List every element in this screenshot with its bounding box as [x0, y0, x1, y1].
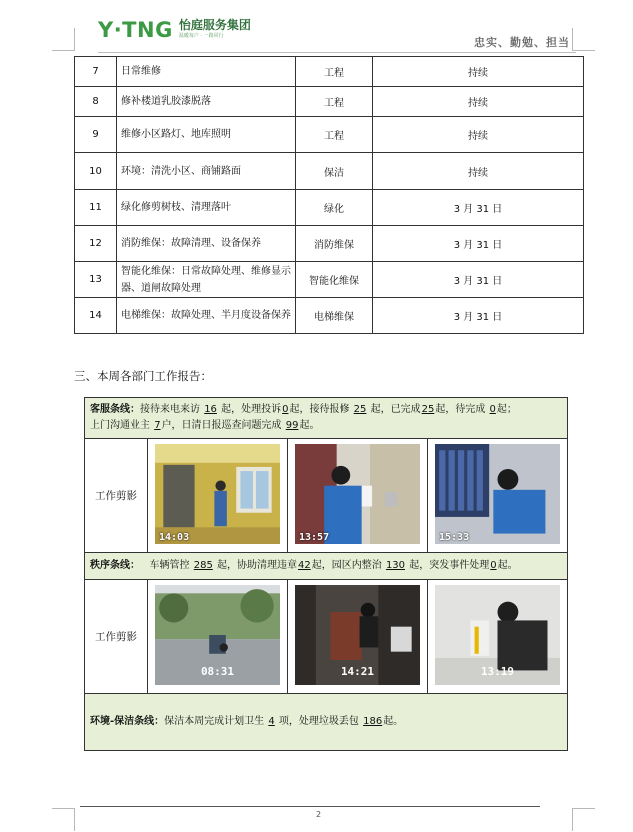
cleaning-summary: 环境-保洁条线：保洁本周完成计划卫生 4 项，处理垃圾丢包 186起。 — [85, 694, 568, 751]
visits-count: 16 — [204, 404, 217, 415]
table-row — [75, 226, 584, 262]
task-department: 智能化维保 — [296, 262, 373, 298]
photo-cell — [428, 439, 568, 553]
photo-timestamp: 14:21 — [340, 665, 375, 678]
task-number: 9 — [75, 117, 117, 153]
task-item: 修补楼道乳胶漆脱落 — [117, 87, 296, 117]
task-number: 8 — [75, 87, 117, 117]
task-number: 7 — [75, 57, 117, 87]
cleaning-label: 环境-保洁条线： — [90, 716, 165, 727]
page-number: 2 — [316, 810, 322, 819]
task-department: 工程 — [296, 57, 373, 87]
photo-timestamp: 13:19 — [480, 665, 515, 678]
table-row — [75, 298, 584, 334]
photo-cell — [428, 580, 568, 694]
task-item: 智能化维保：日常故障处理、维修显示器、道闸故障处理 — [117, 262, 296, 298]
task-item: 环境：清洗小区、商铺路面 — [117, 153, 296, 190]
task-deadline: 持续 — [373, 117, 584, 153]
photo-wall-inspection — [155, 444, 280, 547]
task-department: 电梯维保 — [296, 298, 373, 334]
task-department: 保洁 — [296, 153, 373, 190]
logo-mark: Y·TNG — [98, 18, 173, 42]
company-logo — [98, 18, 251, 42]
customer-service-summary: 客服条线：接待来电来访 16 起，处理投诉0起，接待报修 25 起，已完成25起，待完成 0起； 上门沟通业主 7户，日清日报巡查问题完成 99起。 — [85, 398, 568, 439]
task-deadline: 持续 — [373, 87, 584, 117]
task-number: 14 — [75, 298, 117, 334]
photo-cell — [288, 580, 428, 694]
task-item: 日常维修 — [117, 57, 296, 87]
order-row — [85, 553, 568, 580]
customer-service-photo-row — [85, 439, 568, 553]
task-item: 绿化修剪树枝、清理落叶 — [117, 190, 296, 226]
photo-facility-repair — [435, 585, 560, 688]
task-department: 工程 — [296, 117, 373, 153]
corner-mark-top-left — [52, 28, 75, 51]
task-deadline: 3 月 31 日 — [373, 190, 584, 226]
header-slogan: 忠实、勤勉、担当 — [474, 36, 570, 49]
photo-posting-notice — [295, 444, 420, 547]
completed-count: 25 — [421, 404, 435, 415]
table-row — [75, 87, 584, 117]
table-row — [75, 153, 584, 190]
task-item: 消防维保：故障清理、设备保养 — [117, 226, 296, 262]
photo-label: 工作剪影 — [85, 439, 148, 553]
emergencies-count: 0 — [490, 560, 497, 571]
order-photo-row — [85, 580, 568, 694]
photo-garden-patrol — [155, 585, 280, 688]
photo-timestamp: 08:31 — [200, 665, 235, 678]
task-deadline: 持续 — [373, 57, 584, 87]
task-number: 13 — [75, 262, 117, 298]
photo-archive-filing — [435, 444, 560, 547]
task-item: 电梯维保：故障处理、半月度设备保养 — [117, 298, 296, 334]
photo-timestamp: 13:57 — [299, 532, 330, 543]
order-label: 秩序条线： — [90, 560, 140, 571]
garbage-bags-count: 186 — [363, 716, 383, 727]
cleaning-row — [85, 694, 568, 751]
page-header — [98, 18, 578, 52]
repairs-count: 25 — [353, 404, 367, 415]
logo-tagline: 温暖每户 · 一路同行 — [178, 33, 224, 39]
section-title: 三、本周各部门工作报告： — [74, 369, 212, 383]
photo-cell — [148, 439, 288, 553]
table-row — [75, 117, 584, 153]
corner-mark-bottom-right — [572, 808, 595, 831]
photo-label: 工作剪影 — [85, 580, 148, 694]
photo-cell — [288, 439, 428, 553]
vehicles-count: 285 — [193, 560, 213, 571]
logo-company-name: 怡庭服务集团 — [178, 18, 251, 32]
task-number: 12 — [75, 226, 117, 262]
task-department: 消防维保 — [296, 226, 373, 262]
cleaning-tasks-count: 4 — [268, 716, 275, 727]
corner-mark-bottom-left — [52, 808, 75, 831]
owners-count: 7 — [154, 420, 161, 431]
header-divider — [98, 52, 576, 53]
complaints-count: 0 — [282, 404, 289, 415]
task-table — [74, 56, 584, 334]
table-row — [75, 262, 584, 298]
table-row — [75, 57, 584, 87]
customer-service-label: 客服条线： — [90, 404, 140, 415]
photo-image — [435, 444, 560, 544]
task-number: 10 — [75, 153, 117, 190]
table-row — [75, 190, 584, 226]
photo-timestamp: 14:03 — [159, 532, 190, 543]
task-department: 绿化 — [296, 190, 373, 226]
photo-stairwell-clearing — [295, 585, 420, 688]
customer-service-row — [85, 398, 568, 439]
task-deadline: 3 月 31 日 — [373, 226, 584, 262]
task-department: 工程 — [296, 87, 373, 117]
task-deadline: 3 月 31 日 — [373, 298, 584, 334]
violations-count: 42 — [298, 560, 311, 571]
photo-image — [295, 444, 420, 544]
task-number: 11 — [75, 190, 117, 226]
order-summary: 秩序条线： 车辆管控 285 起，协助清理违章42起，园区内整治 130 起，突发事件处理0起。 — [85, 553, 568, 580]
pending-count: 0 — [489, 404, 496, 415]
photo-cell — [148, 580, 288, 694]
task-deadline: 3 月 31 日 — [373, 262, 584, 298]
task-item: 维修小区路灯、地库照明 — [117, 117, 296, 153]
footer-divider — [80, 806, 540, 807]
photo-image — [155, 444, 280, 544]
photo-timestamp: 15:33 — [439, 532, 470, 543]
department-report-table — [84, 397, 568, 751]
issues-count: 99 — [285, 420, 299, 431]
rectified-count: 130 — [385, 560, 406, 571]
task-deadline: 持续 — [373, 153, 584, 190]
